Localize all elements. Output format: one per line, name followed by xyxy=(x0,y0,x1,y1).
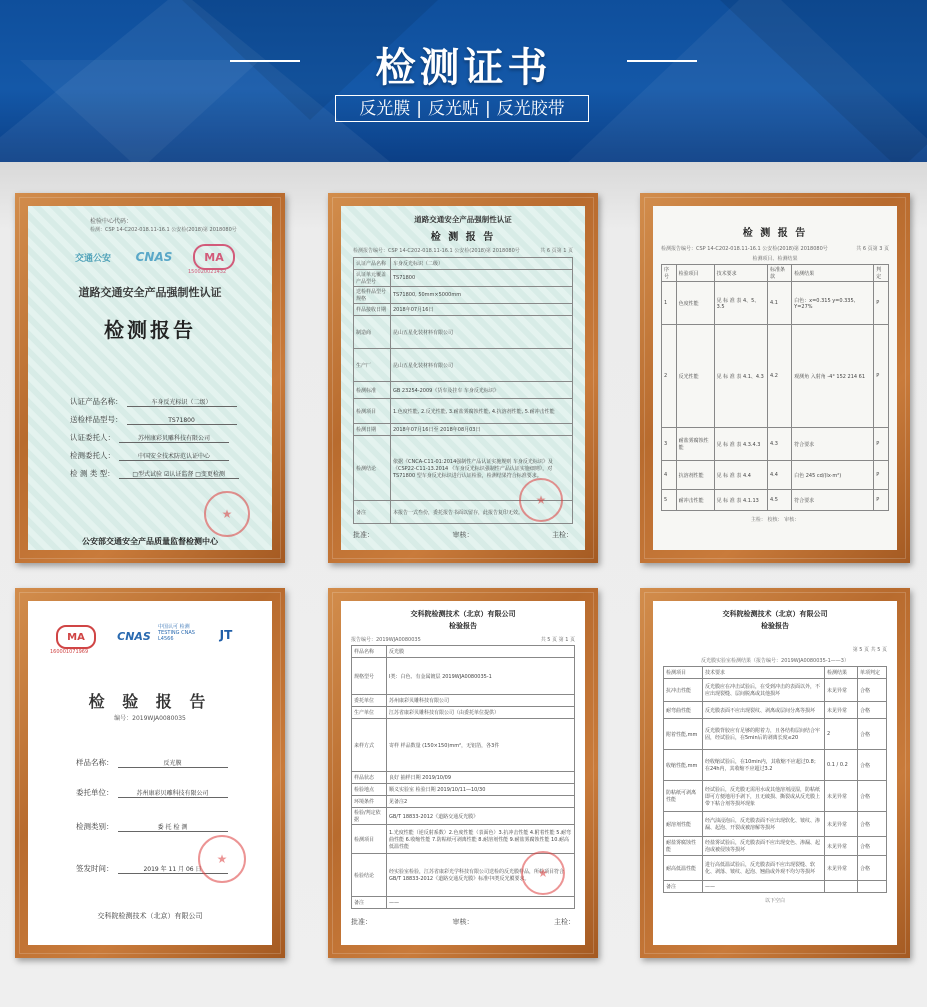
cert-report-title: 检 验 报 告 xyxy=(88,692,212,711)
table-row: 检测项目 1.色度性能, 2.反光性能, 3.耐盐雾腐蚀性能, 4.抗溶剂性能, 5.耐冲击性能 xyxy=(354,399,573,424)
table-row: 委托单位 苏州康彩贝雕科技有限公司 xyxy=(352,695,575,707)
cert-field: 检测委托人： 中国安全技术防范认证中心 xyxy=(70,450,229,461)
jt-logo: JT xyxy=(219,628,233,642)
cert-org-title: 道路交通安全产品强制性认证 xyxy=(78,286,222,299)
table-row: 生产单位 江苏省康彩贝雕科技有限公司（由委托单位提供） xyxy=(352,707,575,719)
cert-company: 交科院检测技术（北京）有限公司 xyxy=(722,610,828,618)
page-number: 共 6 页第 1 页 xyxy=(540,248,573,254)
cert-number-line: 检测：CSP 14-C202-018.11-16.1 公安检(2018)第 2018080号 xyxy=(90,227,237,233)
table-row: 耐溶剂性能 经汽油浸泡后，反光膜表面不应出现软化、皱纹、渗漏、起泡、开裂或被溶解等损坏 未见异常 合格 xyxy=(664,812,887,837)
cert-code-line: 检验中心代码： xyxy=(90,218,133,225)
ma-code: 150020021432 xyxy=(188,269,227,275)
certificate-frame-4 xyxy=(15,588,285,958)
signature-inspect: 主检： xyxy=(552,531,573,539)
certificate-frame-5 xyxy=(328,588,598,958)
cert-report-title: 检 测 报 告 xyxy=(742,228,808,239)
table-row: 耐高低温性能 进行高低温试验后，反光膜表面不应出现裂缝、软化、剥落、皱纹、起泡、翘曲或外观不均匀等损坏 未见异常 合格 xyxy=(664,856,887,881)
signature-approve: 批准： xyxy=(353,531,374,539)
certificate-frame-6 xyxy=(640,588,910,958)
cert-company: 交科院检测技术（北京）有限公司 xyxy=(410,610,516,618)
cert-meta-row xyxy=(661,245,889,252)
table-row: 耐弯曲性能 反光膜表面不应出现裂纹、剥离或层间分离等损坏 未见异常 合格 xyxy=(664,702,887,719)
table-row: 检验结论 经实验室检验，江苏省康彩光学科技有限公司送检的反光膜样品，所检项目符合 GB/T 18833-2012《道路交通反光膜》标准中Ⅰ类反光膜要求。 xyxy=(352,854,575,897)
table-header-row: 序号 检验项目 技术要求 标准条款 检测结果 判定 xyxy=(662,265,889,282)
signature-row xyxy=(353,530,573,540)
table-row: 认证单元覆盖产品型号 TS71800 xyxy=(354,270,573,287)
table-row: 检测日期 2018年07月16日至 2018年08月03日 xyxy=(354,424,573,436)
cert-report-title: 检验报告 xyxy=(449,622,477,630)
table-row: 收缩性能,mm 经收缩试验后，在10min内，其收缩不应超过0.8；在24h内，其收缩不应超过3.2 0.1 / 0.2 合格 xyxy=(664,750,887,781)
table-subheader: 检测项目、检测结果 xyxy=(752,256,798,262)
subtitle-item: 反光胶带 xyxy=(496,99,565,119)
table-row: 4 抗溶剂性能 见 标 准 表 4.4 4.4 白色 245 cd/(lx·m²) P xyxy=(662,461,889,490)
signature-review: 审核： xyxy=(452,918,474,926)
cert-number: 编号：2019WJA0080035 xyxy=(114,715,186,722)
red-seal-stamp xyxy=(198,835,246,883)
table-row: 2 反光性能 见 标 准 表 4.1、4.3 4.2 观测角 入射角 -4° 152 214 61 P xyxy=(662,325,889,428)
page-number: 共 5 页 第 1 页 xyxy=(540,637,575,643)
cert-meta-row xyxy=(353,247,573,254)
table-row: 抗冲击性能 反光膜应在冲击试验后，在受到冲击的表面以外，不应出现裂缝、层间脱离或其他损坏 未见异常 合格 xyxy=(664,679,887,702)
page-number: 共 6 页第 3 页 xyxy=(856,246,889,252)
certificate-frame-3 xyxy=(640,193,910,563)
header-banner xyxy=(0,0,927,162)
signature-inspect: 主检： xyxy=(554,918,575,926)
table-subheader: 反光膜实验室检测结果（报告编号：2019WJA0080035-1——3） xyxy=(701,658,849,664)
table-row: 样品名称 反光膜 xyxy=(352,646,575,658)
ma-logo: MA xyxy=(56,625,96,649)
certificate-6 xyxy=(653,601,897,945)
cert-field: 检测类别： 委 托 检 测 xyxy=(76,821,228,832)
cert-field: 送检样品型号： TS71800 xyxy=(70,414,237,425)
cert-field: 认证委托人： 苏州康彩贝雕科技有限公司 xyxy=(70,432,229,443)
page-number: 第 5 页 共 5 页 xyxy=(852,647,887,653)
page-title: 检测证书 xyxy=(375,45,552,91)
certificate-5 xyxy=(341,601,585,945)
cert-field: 样品名称： 反光膜 xyxy=(76,757,228,768)
table-row: 检验地点 顺义实验室 检验日期 2019/10/11—10/30 xyxy=(352,784,575,796)
cert-meta-row xyxy=(351,636,575,643)
cert-number: 检测报告编号：CSP 14-C202-018.11-16.1 公安检(2018)第 2018080号 xyxy=(661,246,828,252)
cert-meta-row xyxy=(663,636,887,655)
certificate-frame-2 xyxy=(328,193,598,563)
table-row: 检测项目 1.光度性能（逆反射系数）2.色度性能（表面色）3.抗冲击性能 4.附着性能 5.耐弯曲性能 6.收缩性能 7.防粘纸可剥离性能 8.耐溶剂性能 9.耐盐雾腐蚀性能 10.耐高低温性能 xyxy=(352,825,575,854)
cert-org-title: 道路交通安全产品强制性认证 xyxy=(414,215,512,224)
table-row: 生产厂 昆山五星化装材料有限公司 xyxy=(354,349,573,382)
table-row: 规格型号 I类：白色、有金属镀层 2019WJA0080035-1 xyxy=(352,658,575,695)
signature-row xyxy=(351,917,575,927)
table-row: 环境条件 见备注2 xyxy=(352,796,575,808)
table-row: 制造商 昆山五星化装材料有限公司 xyxy=(354,316,573,349)
red-seal-stamp xyxy=(521,851,565,895)
cert-field: 认证产品名称： 车身反光标识（二级） xyxy=(70,396,237,407)
subtitle-box xyxy=(335,95,589,122)
cnas-text: 中国认可 检测 TESTING CNAS L4566 xyxy=(158,624,195,642)
table-row: 来样方式 寄样 样品数量 (150×150)mm²，无铝箔，各3件 xyxy=(352,719,575,772)
cert-footer: 公安部交通安全产品质量监督检测中心 xyxy=(82,537,218,546)
table-row: 附着性能,mm 反光膜背胶应有足够的附着力，且各结构层间结合牢固，经试验后，在5min后的剥离长度≤20 2 合格 xyxy=(664,719,887,750)
ma-logo: MA xyxy=(193,244,235,270)
cert-field: 检 测 类 型： □型式试验 ☑认证监督 □变更检测 xyxy=(70,468,239,479)
red-seal-stamp xyxy=(519,478,563,522)
table-row: 1 色度性能 见 标 准 表 4、5、3.5 4.1 白色：x=0.315 y=0.335, Y=27% P xyxy=(662,282,889,325)
table-row: 5 耐冲击性能 见 标 准 表 4.1.13 4.5 符合要求 P xyxy=(662,490,889,511)
table-row: 送检样品型号规格 TS71800, 50mm×5000mm xyxy=(354,287,573,304)
certificate-frame-1 xyxy=(15,193,285,563)
cert-report-title: 检验报告 xyxy=(761,622,789,630)
certificate-4 xyxy=(28,601,272,945)
table-row: 检验/判定依据 GB/T 18833-2012《道路交通反光膜》 xyxy=(352,808,575,825)
cnas-logo: CNAS xyxy=(117,629,151,643)
cert6-table xyxy=(663,666,887,893)
table-row: 耐盐雾腐蚀性能 经盐雾试验后，反光膜表面不应出现变色、渗漏、起泡或被侵蚀等损坏 未见异常 合格 xyxy=(664,837,887,856)
separator: | xyxy=(416,99,422,119)
subtitle-item: 反光膜 xyxy=(359,99,411,119)
signature-review: 审核： xyxy=(452,531,474,539)
certificate-1 xyxy=(28,206,272,550)
table-row: 备注 本报告一式叁份，委托报告书面以留存，此报告复印无效。 xyxy=(354,501,573,524)
ma-code: 160001071969 xyxy=(50,649,89,655)
table-row: 防粘纸可剥离性能 经试验后，反光膜无需用水或其他溶剂浸湿，防粘纸即可方便地用手剥下，且无破损、撕裂或从反光膜上带下粘合剂等损坏现象 未见异常 合格 xyxy=(664,781,887,812)
signature-approve: 批准： xyxy=(351,918,372,926)
traffic-police-logo: 交通公安 xyxy=(74,253,111,264)
cert-footer: 交科院检测技术（北京）有限公司 xyxy=(97,912,203,920)
separator: | xyxy=(485,99,491,119)
table-row: 3 耐盐雾腐蚀性能 见 标 准 表 4.3.4.3 4.3 符合要求 P xyxy=(662,428,889,461)
table-header-row: 检测项目 技术要求 检测结果 单项判定 xyxy=(664,667,887,679)
table-row: 样品状态 良好 抽样日期 2019/10/09 xyxy=(352,772,575,784)
certificate-2 xyxy=(341,206,585,550)
table-row: 检测结论 依据《CNCA-C11-01:2014强制性产品认证实施规则 车身反光标识》及《CSP22-C11-13.2014 《车身反光标识强制性产品认证实施细则》，对TS71800 型车身反光标识进行认证检验，检测结果符合标准要求。 xyxy=(354,436,573,501)
table-row: 备注 —— xyxy=(664,881,887,893)
cnas-logo: CNAS xyxy=(135,250,173,264)
cert-footer: 主检： 校核： 审核： xyxy=(750,517,800,523)
table-row: 检测标准 GB 23254-2009《货车及挂车 车身反光标识》 xyxy=(354,382,573,399)
cert-report-title: 检测报告 xyxy=(104,318,196,342)
subtitle-item: 反光贴 xyxy=(428,99,479,119)
cert-number: 报告编号：2019WJA0080035 xyxy=(351,637,421,643)
cert-field: 委托单位： 苏州康彩贝雕科技有限公司 xyxy=(76,787,228,798)
cert-footer: 以下空白 xyxy=(764,898,785,904)
red-seal-stamp xyxy=(204,491,250,537)
cert-report-title: 检 测 报 告 xyxy=(430,232,496,243)
table-row: 认证产品名称 车身反光标识（二级） xyxy=(354,258,573,270)
cert-field: 签发时间： 2019 年 11 月 06 日 xyxy=(76,863,228,874)
cert3-table xyxy=(661,264,889,511)
cert-number: 检测报告编号：CSP 14-C202-018.11-16.1 公安检(2018)第 2018080号 xyxy=(353,248,520,254)
certificate-3 xyxy=(653,206,897,550)
table-row: 备注 —— xyxy=(352,897,575,909)
table-row: 样品接收日期 2018年07月16日 xyxy=(354,304,573,316)
